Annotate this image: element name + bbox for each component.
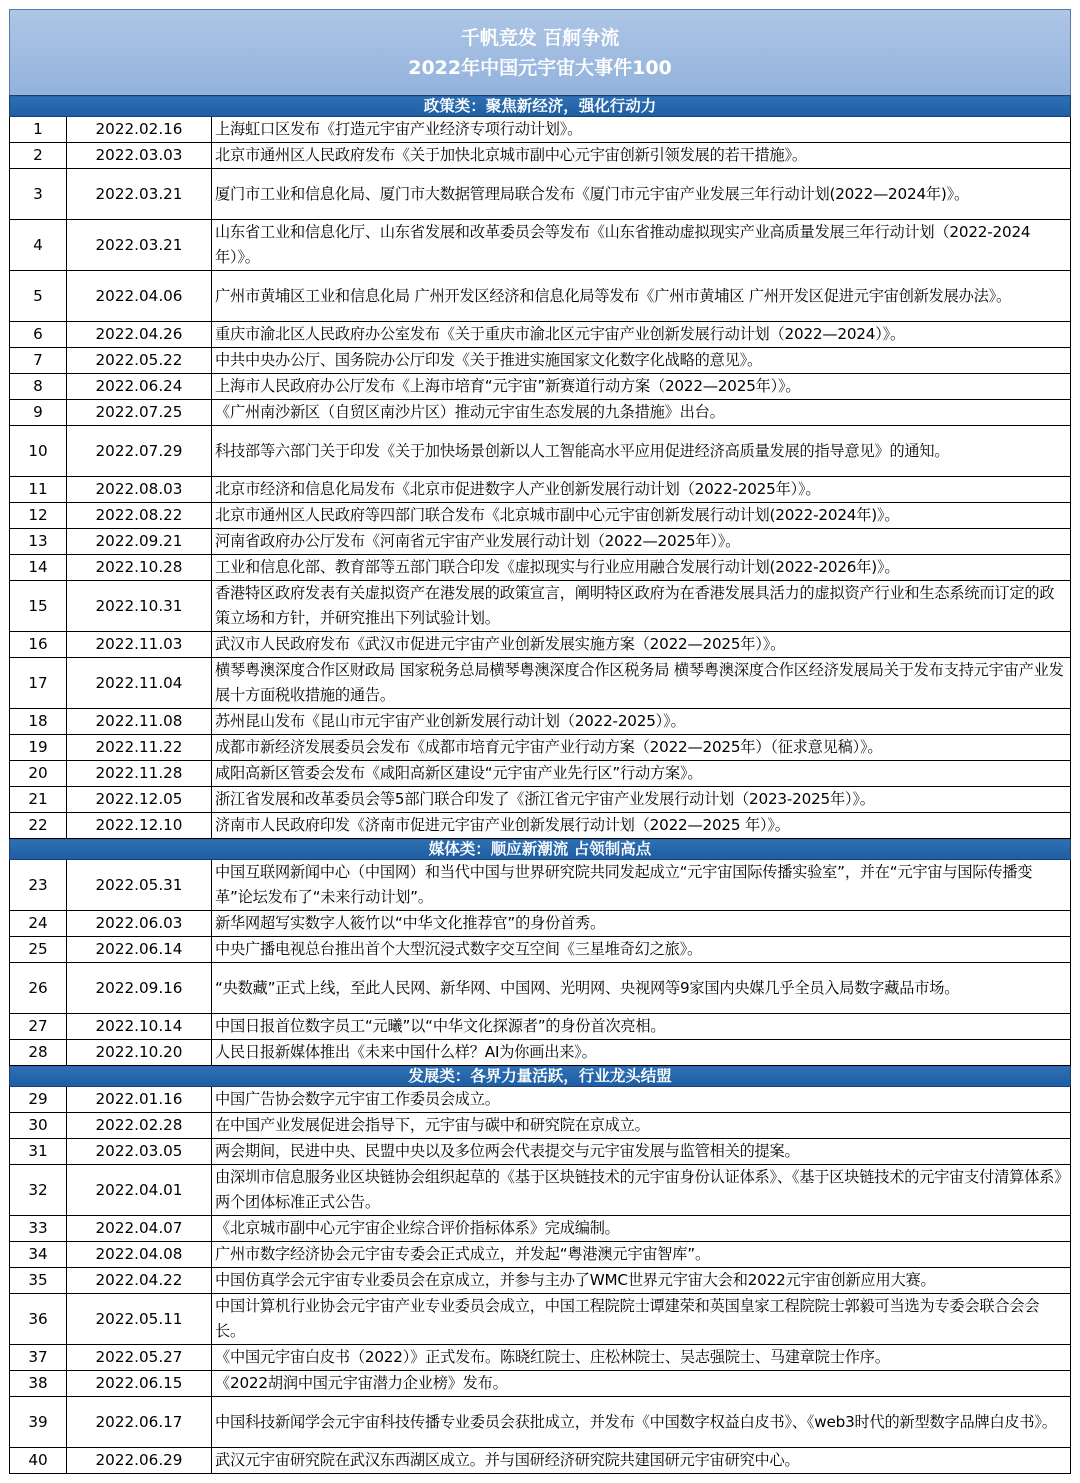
event-description: 《2022胡润中国元宇宙潜力企业榜》发布。	[212, 1371, 1071, 1397]
event-number: 11	[10, 477, 67, 503]
table-row	[10, 477, 1071, 503]
event-description: 香港特区政府发表有关虚拟资产在港发展的政策宣言，阐明特区政府为在香港发展具活力的虚拟资产行业和生态系统而订定的政策立场和方针，并研究推出下列试验计划。	[212, 581, 1071, 632]
event-number: 40	[10, 1448, 67, 1474]
event-description: 广州市黄埔区工业和信息化局 广州开发区经济和信息化局等发布《广州市黄埔区 广州开发区促进元宇宙创新发展办法》。	[212, 271, 1071, 322]
event-description: 《广州南沙新区（自贸区南沙片区）推动元宇宙生态发展的九条措施》出台。	[212, 400, 1071, 426]
table-row	[10, 709, 1071, 735]
event-date: 2022.10.31	[67, 581, 212, 632]
event-description: 北京市经济和信息化局发布《北京市促进数字人产业创新发展行动计划（2022-2025年）》。	[212, 477, 1071, 503]
category-header-row	[10, 96, 1071, 117]
event-number: 14	[10, 555, 67, 581]
event-description: 中国广告协会数字元宇宙工作委员会成立。	[212, 1087, 1071, 1113]
event-description: 人民日报新媒体推出《未来中国什么样？AI为你画出来》。	[212, 1040, 1071, 1066]
table-row	[10, 1345, 1071, 1371]
event-date: 2022.03.21	[67, 169, 212, 220]
event-date: 2022.06.24	[67, 374, 212, 400]
table-row	[10, 348, 1071, 374]
table-row	[10, 426, 1071, 477]
event-number: 23	[10, 860, 67, 911]
event-number: 34	[10, 1242, 67, 1268]
event-number: 37	[10, 1345, 67, 1371]
event-number: 38	[10, 1371, 67, 1397]
event-number: 22	[10, 813, 67, 839]
event-description: 中共中央办公厅、国务院办公厅印发《关于推进实施国家文化数字化战略的意见》。	[212, 348, 1071, 374]
event-description: 苏州昆山发布《昆山市元宇宙产业创新发展行动计划（2022-2025）》。	[212, 709, 1071, 735]
event-date: 2022.12.05	[67, 787, 212, 813]
event-date: 2022.09.21	[67, 529, 212, 555]
event-date: 2022.04.26	[67, 322, 212, 348]
event-description: 武汉元宇宙研究院在武汉东西湖区成立。并与国研经济研究院共建国研元宇宙研究中心。	[212, 1448, 1071, 1474]
event-number: 15	[10, 581, 67, 632]
event-description: 上海市人民政府办公厅发布《上海市培育“元宇宙”新赛道行动方案（2022—2025年）》。	[212, 374, 1071, 400]
event-date: 2022.01.16	[67, 1087, 212, 1113]
table-row	[10, 735, 1071, 761]
title-line-2: 2022年中国元宇宙大事件100	[408, 56, 672, 79]
event-number: 27	[10, 1014, 67, 1040]
event-number: 20	[10, 761, 67, 787]
table-row	[10, 581, 1071, 632]
document	[9, 9, 1071, 1474]
event-date: 2022.04.08	[67, 1242, 212, 1268]
table-row	[10, 1242, 1071, 1268]
event-number: 30	[10, 1113, 67, 1139]
table-row	[10, 374, 1071, 400]
table-row	[10, 1165, 1071, 1216]
event-number: 12	[10, 503, 67, 529]
event-description: 在中国产业发展促进会指导下，元宇宙与碳中和研究院在京成立。	[212, 1113, 1071, 1139]
event-number: 35	[10, 1268, 67, 1294]
event-description: 工业和信息化部、教育部等五部门联合印发《虚拟现实与行业应用融合发展行动计划(2022-2026年)》。	[212, 555, 1071, 581]
event-date: 2022.03.21	[67, 220, 212, 271]
event-description: 《北京城市副中心元宇宙企业综合评价指标体系》完成编制。	[212, 1216, 1071, 1242]
event-date: 2022.11.03	[67, 632, 212, 658]
event-date: 2022.11.28	[67, 761, 212, 787]
event-description: 上海虹口区发布《打造元宇宙产业经济专项行动计划》。	[212, 117, 1071, 143]
event-number: 29	[10, 1087, 67, 1113]
event-number: 24	[10, 911, 67, 937]
event-date: 2022.10.14	[67, 1014, 212, 1040]
event-number: 3	[10, 169, 67, 220]
event-description: 中国科技新闻学会元宇宙科技传播专业委员会获批成立，并发布《中国数字权益白皮书》、《web3时代的新型数字品牌白皮书》。	[212, 1397, 1071, 1448]
title-block	[9, 9, 1071, 95]
category-header-row	[10, 1066, 1071, 1087]
event-description: 中央广播电视总台推出首个大型沉浸式数字交互空间《三星堆奇幻之旅》。	[212, 937, 1071, 963]
table-row	[10, 220, 1071, 271]
event-description: 河南省政府办公厅发布《河南省元宇宙产业发展行动计划（2022—2025年）》。	[212, 529, 1071, 555]
event-date: 2022.05.27	[67, 1345, 212, 1371]
table-row	[10, 632, 1071, 658]
event-date: 2022.05.11	[67, 1294, 212, 1345]
table-row	[10, 1216, 1071, 1242]
category-header-row	[10, 839, 1071, 860]
table-row	[10, 813, 1071, 839]
category-heading: 政策类：聚焦新经济，强化行动力	[10, 96, 1071, 117]
event-number: 2	[10, 143, 67, 169]
event-description: 武汉市人民政府发布《武汉市促进元宇宙产业创新发展实施方案（2022—2025年）》。	[212, 632, 1071, 658]
event-description: 中国计算机行业协会元宇宙产业专业委员会成立，中国工程院院士谭建荣和英国皇家工程院院士郭毅可当选为专委会联合会会长。	[212, 1294, 1071, 1345]
event-description: 两会期间，民进中央、民盟中央以及多位两会代表提交与元宇宙发展与监管相关的提案。	[212, 1139, 1071, 1165]
event-description: 中国仿真学会元宇宙专业委员会在京成立，并参与主办了WMC世界元宇宙大会和2022元宇宙创新应用大赛。	[212, 1268, 1071, 1294]
event-description: 中国日报首位数字员工“元曦”以“中华文化探源者”的身份首次亮相。	[212, 1014, 1071, 1040]
event-date: 2022.11.22	[67, 735, 212, 761]
event-date: 2022.04.01	[67, 1165, 212, 1216]
event-description: 山东省工业和信息化厅、山东省发展和改革委员会等发布《山东省推动虚拟现实产业高质量发展三年行动计划（2022-2024年）》。	[212, 220, 1071, 271]
event-number: 16	[10, 632, 67, 658]
event-date: 2022.04.06	[67, 271, 212, 322]
event-date: 2022.08.22	[67, 503, 212, 529]
event-description: 浙江省发展和改革委员会等5部门联合印发了《浙江省元宇宙产业发展行动计划（2023-2025年）》。	[212, 787, 1071, 813]
table-row	[10, 787, 1071, 813]
event-date: 2022.04.07	[67, 1216, 212, 1242]
event-date: 2022.06.03	[67, 911, 212, 937]
event-description: 由深圳市信息服务业区块链协会组织起草的《基于区块链技术的元宇宙身份认证体系》、《基于区块链技术的元宇宙支付清算体系》两个团体标准正式公告。	[212, 1165, 1071, 1216]
event-description: 重庆市渝北区人民政府办公室发布《关于重庆市渝北区元宇宙产业创新发展行动计划（2022—2024）》。	[212, 322, 1071, 348]
event-date: 2022.06.17	[67, 1397, 212, 1448]
event-description: 新华网超写实数字人筱竹以“中华文化推荐官”的身份首秀。	[212, 911, 1071, 937]
event-number: 21	[10, 787, 67, 813]
table-row	[10, 1113, 1071, 1139]
event-number: 25	[10, 937, 67, 963]
event-date: 2022.03.03	[67, 143, 212, 169]
event-date: 2022.08.03	[67, 477, 212, 503]
event-description: 北京市通州区人民政府发布《关于加快北京城市副中心元宇宙创新引领发展的若干措施》。	[212, 143, 1071, 169]
table-row	[10, 529, 1071, 555]
table-row	[10, 1371, 1071, 1397]
table-row	[10, 1014, 1071, 1040]
event-date: 2022.11.04	[67, 658, 212, 709]
event-date: 2022.02.28	[67, 1113, 212, 1139]
event-date: 2022.07.29	[67, 426, 212, 477]
event-number: 28	[10, 1040, 67, 1066]
event-number: 1	[10, 117, 67, 143]
table-row	[10, 322, 1071, 348]
events-table	[9, 95, 1071, 1474]
title-line-1: 千帆竞发 百舸争流	[460, 26, 620, 49]
event-number: 6	[10, 322, 67, 348]
event-date: 2022.11.08	[67, 709, 212, 735]
event-description: 科技部等六部门关于印发《关于加快场景创新以人工智能高水平应用促进经济高质量发展的指导意见》的通知。	[212, 426, 1071, 477]
event-number: 5	[10, 271, 67, 322]
table-row	[10, 1040, 1071, 1066]
event-date: 2022.12.10	[67, 813, 212, 839]
table-row	[10, 555, 1071, 581]
event-number: 19	[10, 735, 67, 761]
event-date: 2022.09.16	[67, 963, 212, 1014]
table-row	[10, 860, 1071, 911]
event-date: 2022.05.22	[67, 348, 212, 374]
event-number: 7	[10, 348, 67, 374]
table-row	[10, 271, 1071, 322]
event-date: 2022.10.20	[67, 1040, 212, 1066]
event-description: 中国互联网新闻中心（中国网）和当代中国与世界研究院共同发起成立“元宇宙国际传播实验室”，并在“元宇宙与国际传播变革”论坛发布了“未来行动计划”。	[212, 860, 1071, 911]
event-number: 32	[10, 1165, 67, 1216]
event-number: 10	[10, 426, 67, 477]
event-date: 2022.03.05	[67, 1139, 212, 1165]
table-row	[10, 963, 1071, 1014]
category-heading: 发展类：各界力量活跃，行业龙头结盟	[10, 1066, 1071, 1087]
table-row	[10, 143, 1071, 169]
event-description: 成都市新经济发展委员会发布《成都市培育元宇宙产业行动方案（2022—2025年）（征求意见稿）》。	[212, 735, 1071, 761]
event-description: 北京市通州区人民政府等四部门联合发布《北京城市副中心元宇宙创新发展行动计划(2022-2024年)》。	[212, 503, 1071, 529]
category-heading: 媒体类：顺应新潮流 占领制高点	[10, 839, 1071, 860]
table-row	[10, 911, 1071, 937]
event-number: 17	[10, 658, 67, 709]
event-number: 36	[10, 1294, 67, 1345]
table-row	[10, 1294, 1071, 1345]
table-row	[10, 1397, 1071, 1448]
event-date: 2022.04.22	[67, 1268, 212, 1294]
event-number: 4	[10, 220, 67, 271]
event-description: 广州市数字经济协会元宇宙专委会正式成立，并发起“粤港澳元宇宙智库”。	[212, 1242, 1071, 1268]
event-number: 8	[10, 374, 67, 400]
event-date: 2022.07.25	[67, 400, 212, 426]
event-date: 2022.06.29	[67, 1448, 212, 1474]
event-number: 9	[10, 400, 67, 426]
event-date: 2022.06.14	[67, 937, 212, 963]
table-row	[10, 658, 1071, 709]
event-number: 13	[10, 529, 67, 555]
event-number: 39	[10, 1397, 67, 1448]
event-description: 厦门市工业和信息化局、厦门市大数据管理局联合发布《厦门市元宇宙产业发展三年行动计划(2022—2024年)》。	[212, 169, 1071, 220]
event-description: 咸阳高新区管委会发布《咸阳高新区建设“元宇宙产业先行区”行动方案》。	[212, 761, 1071, 787]
table-row	[10, 1448, 1071, 1474]
event-number: 31	[10, 1139, 67, 1165]
event-date: 2022.02.16	[67, 117, 212, 143]
table-row	[10, 503, 1071, 529]
event-date: 2022.10.28	[67, 555, 212, 581]
table-row	[10, 117, 1071, 143]
table-row	[10, 400, 1071, 426]
event-date: 2022.05.31	[67, 860, 212, 911]
table-row	[10, 1139, 1071, 1165]
event-description: 济南市人民政府印发《济南市促进元宇宙产业创新发展行动计划（2022—2025 年）》。	[212, 813, 1071, 839]
table-row	[10, 169, 1071, 220]
event-description: “央数藏”正式上线，至此人民网、新华网、中国网、光明网、央视网等9家国内央媒几乎全员入局数字藏品市场。	[212, 963, 1071, 1014]
event-description: 《中国元宇宙白皮书（2022）》正式发布。陈晓红院士、庄松林院士、吴志强院士、马建章院士作序。	[212, 1345, 1071, 1371]
table-row	[10, 761, 1071, 787]
table-row	[10, 937, 1071, 963]
event-description: 横琴粤澳深度合作区财政局 国家税务总局横琴粤澳深度合作区税务局 横琴粤澳深度合作区经济发展局关于发布支持元宇宙产业发展十方面税收措施的通告。	[212, 658, 1071, 709]
event-number: 26	[10, 963, 67, 1014]
event-number: 18	[10, 709, 67, 735]
event-date: 2022.06.15	[67, 1371, 212, 1397]
table-row	[10, 1268, 1071, 1294]
event-number: 33	[10, 1216, 67, 1242]
table-row	[10, 1087, 1071, 1113]
